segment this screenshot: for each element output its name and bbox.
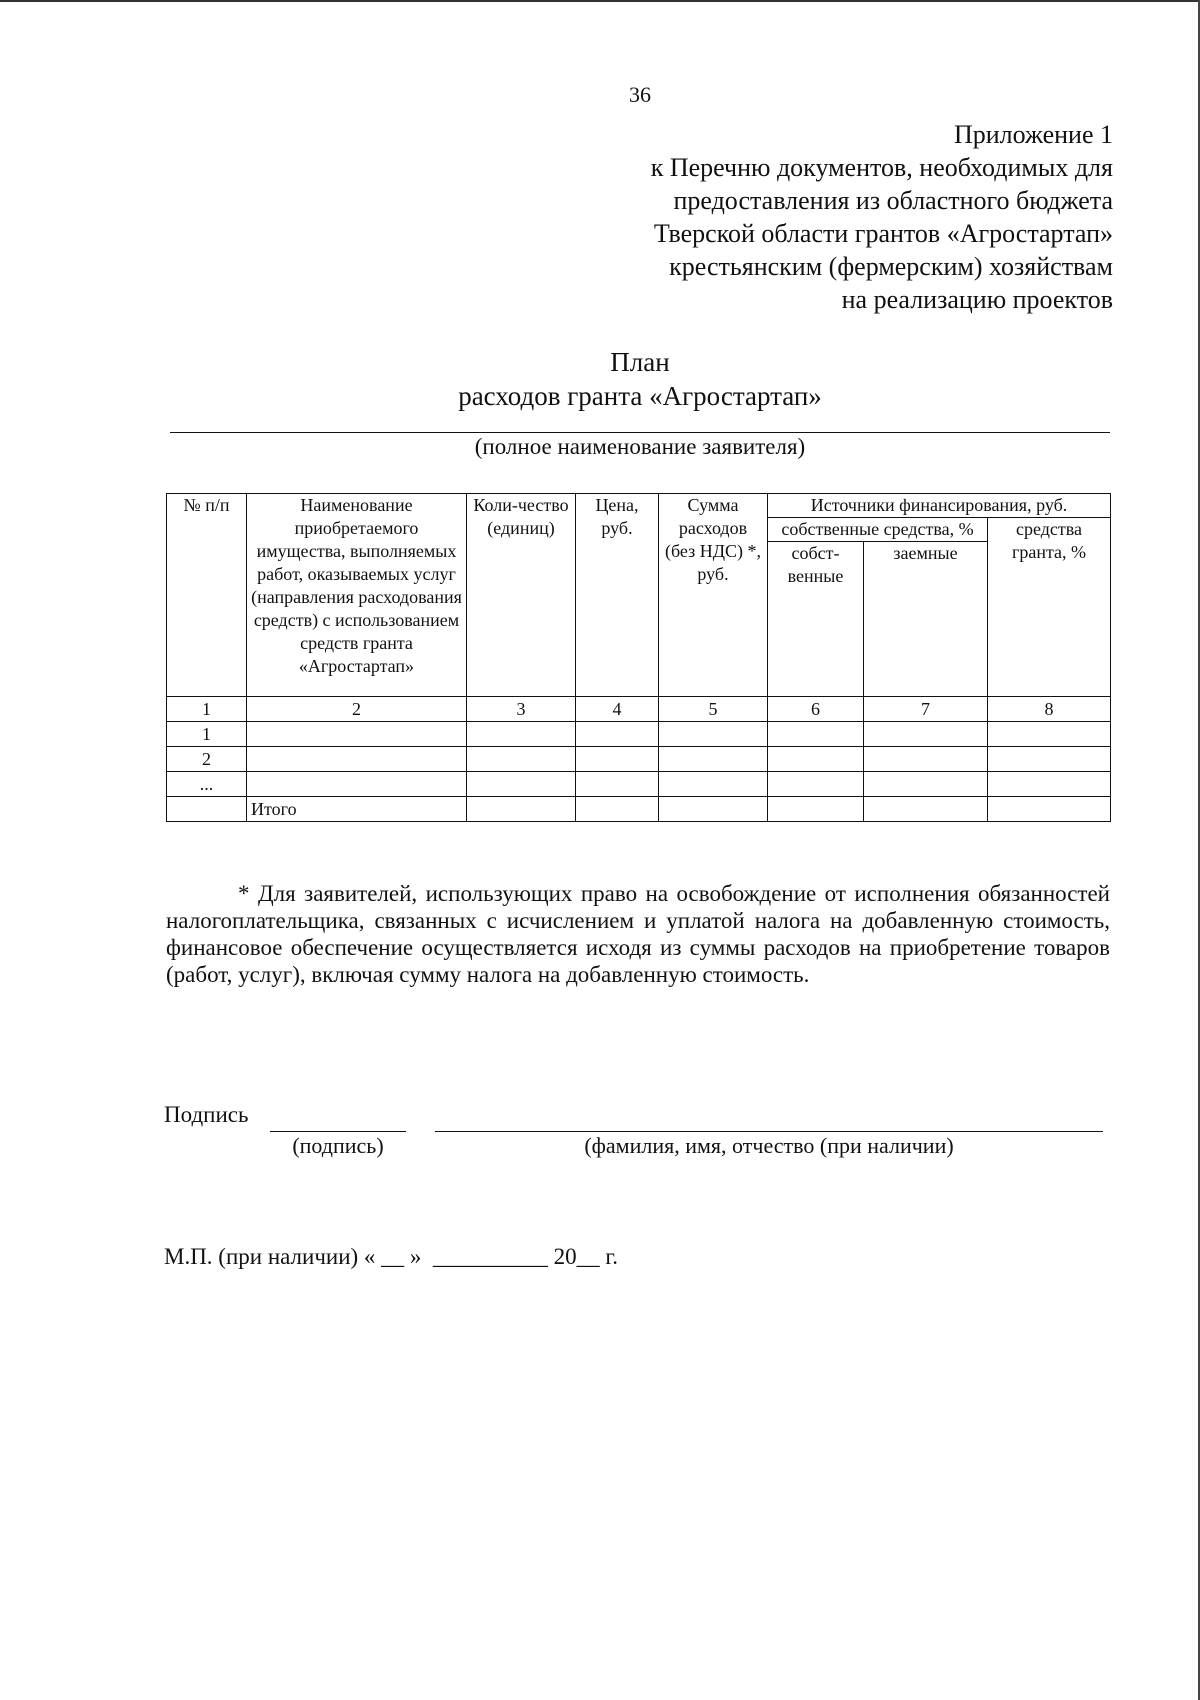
table-cell[interactable] <box>659 722 768 747</box>
appendix-line: Тверской области грантов «Агростартап» <box>653 219 1113 248</box>
table-row <box>167 722 1111 747</box>
total-label: Итого <box>247 797 467 822</box>
table-cell[interactable] <box>467 747 576 772</box>
appendix-line: предоставления из областного бюджета <box>673 186 1113 215</box>
table-cell[interactable] <box>864 747 988 772</box>
page-number: 36 <box>629 82 651 107</box>
applicant-name-field[interactable] <box>170 432 1110 433</box>
header-sum: Сумма расходов (без НДС) *, руб. <box>659 494 768 697</box>
table-cell[interactable] <box>864 797 988 822</box>
stamp-date-line: М.П. (при наличии) « __ » __________ 20__ г. <box>164 1244 619 1269</box>
table-cell[interactable] <box>768 722 864 747</box>
table-cell[interactable] <box>576 772 659 797</box>
header-qty: Коли-чество (единиц) <box>467 494 576 697</box>
full-name-field[interactable] <box>435 1131 1103 1132</box>
title-line: План <box>610 347 670 377</box>
header-borrowed: заемные <box>864 542 988 697</box>
column-number: 5 <box>659 697 768 722</box>
header-num: № п/п <box>167 494 247 697</box>
table-cell[interactable] <box>247 722 467 747</box>
column-number: 6 <box>768 697 864 722</box>
table-cell[interactable] <box>659 747 768 772</box>
header-grant-funds: средства гранта, % <box>988 518 1111 697</box>
table-cell[interactable] <box>247 747 467 772</box>
applicant-name-caption: (полное наименование заявителя) <box>474 434 806 459</box>
appendix-line: Приложение 1 <box>953 120 1113 149</box>
table-cell[interactable] <box>659 772 768 797</box>
appendix-line: крестьянским (фермерским) хозяйствам <box>669 252 1113 281</box>
header-sources: Источники финансирования, руб. <box>768 494 1111 518</box>
table-row <box>167 772 1111 797</box>
table-cell[interactable] <box>988 747 1111 772</box>
expense-plan-table <box>166 493 1111 822</box>
header-own-funds: собственные средства, % <box>768 518 988 542</box>
table-cell[interactable] <box>659 797 768 822</box>
column-number: 4 <box>576 697 659 722</box>
column-number: 7 <box>864 697 988 722</box>
table-cell[interactable] <box>467 772 576 797</box>
table-cell[interactable] <box>576 797 659 822</box>
table-cell[interactable] <box>467 797 576 822</box>
page-edge-top <box>0 0 1200 2</box>
appendix-header <box>651 118 1113 316</box>
title-line: расходов гранта «Агростартап» <box>458 381 822 411</box>
row-number: 2 <box>167 747 247 772</box>
table-cell[interactable] <box>467 722 576 747</box>
signature-field[interactable] <box>270 1131 406 1132</box>
table-row <box>167 747 1111 772</box>
header-price: Цена, руб. <box>576 494 659 697</box>
table-cell[interactable] <box>768 797 864 822</box>
signature-label: Подпись <box>164 1102 249 1127</box>
row-number: 1 <box>167 722 247 747</box>
column-number: 1 <box>167 697 247 722</box>
column-number: 8 <box>988 697 1111 722</box>
column-number: 2 <box>247 697 467 722</box>
vat-footnote: * Для заявителей, использующих право на освобождение от исполнения обязанностей налогоплательщика, связанных с исчислением и уплатой налога на добавленную стоимость, финансовое обеспечение осуществляется исходя из суммы расходов на приобретение товаров (работ, услуг), включая сумму налога на добавленную стоимость. <box>166 881 1110 987</box>
row-number: ... <box>167 772 247 797</box>
table-cell[interactable] <box>864 772 988 797</box>
document-title <box>0 345 1200 413</box>
table-cell[interactable] <box>988 722 1111 747</box>
table-cell[interactable] <box>247 772 467 797</box>
column-number: 3 <box>467 697 576 722</box>
table-cell[interactable] <box>768 747 864 772</box>
table-cell[interactable] <box>768 772 864 797</box>
signature-caption: (подпись) <box>292 1133 384 1158</box>
table-cell[interactable] <box>576 722 659 747</box>
full-name-caption: (фамилия, имя, отчество (при наличии) <box>584 1133 954 1158</box>
table-cell[interactable] <box>988 797 1111 822</box>
header-own: собст-венные <box>768 542 864 697</box>
appendix-line: на реализацию проектов <box>841 285 1113 314</box>
table-cell[interactable] <box>576 747 659 772</box>
appendix-line: к Перечню документов, необходимых для <box>650 153 1113 182</box>
table-cell[interactable] <box>864 722 988 747</box>
table-cell <box>167 797 247 822</box>
column-numbers-row <box>167 697 1111 722</box>
table-cell[interactable] <box>988 772 1111 797</box>
total-row <box>167 797 1111 822</box>
header-name: Наименование приобретаемого имущества, выполняемых работ, оказываемых услуг (направления расходования средств) с использованием средств гранта «Агростартап» <box>247 494 467 697</box>
